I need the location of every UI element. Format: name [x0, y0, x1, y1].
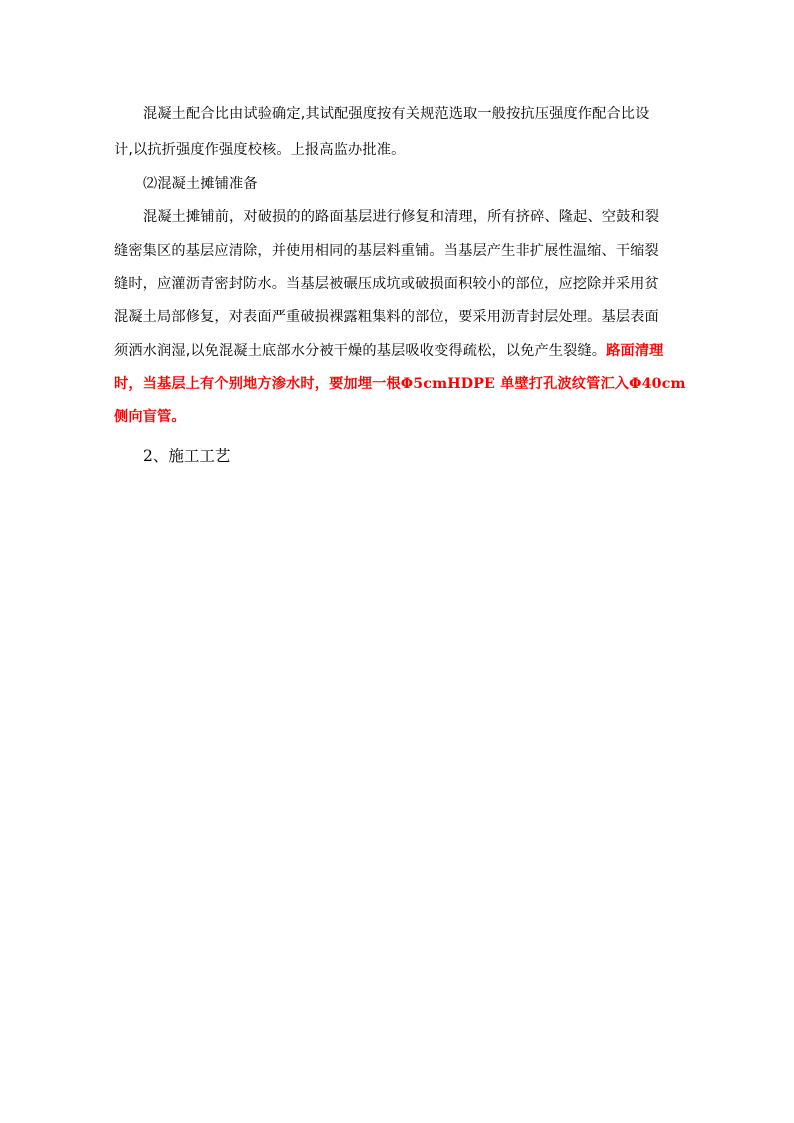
paragraph-paving-line-3: 缝时，应灌沥青密封防水。当基层被碾压成坑或破损面积较小的部位，应挖除并采用贫 — [114, 276, 659, 292]
highlight-text-drainage-pipe: 时，当基层上有个别地方渗水时，要加埋一根Φ5cmHDPE 单壁打孔波纹管汇入Φ40cm — [114, 376, 686, 392]
paragraph-paving-line-5 — [114, 341, 724, 361]
paragraph-paving-line-1: 混凝土摊铺前，对破损的的路面基层进行修复和清理，所有挤碎、隆起、空鼓和裂 — [143, 209, 660, 225]
paragraph-paving-line-4: 混凝土局部修复，对表面严重破损裸露粗集料的部位，要采用沥青封层处理。基层表面 — [114, 309, 659, 325]
section-heading-construction-process: 2、施工工艺 — [143, 447, 231, 465]
paragraph-mix-ratio-line-2: 计,以抗折强度作强度校核。上报高监办批准。 — [114, 142, 406, 158]
paragraph-mix-ratio-line-1: 混凝土配合比由试验确定,其试配强度按有关规范选取一般按抗压强度作配合比设 — [143, 106, 650, 122]
subheading-paving-preparation: ⑵混凝土摊铺准备 — [143, 176, 258, 192]
highlight-text-side-drain: 侧向盲管。 — [114, 409, 186, 425]
paragraph-paving-line-2: 缝密集区的基层应清除，并使用相同的基层料重铺。当基层产生非扩展性温缩、干缩裂 — [114, 243, 659, 259]
highlight-text-road-cleaning: 路面清理 — [606, 343, 664, 359]
paragraph-paving-line-5-text: 须洒水润湿,以免混凝土底部水分被干燥的基层吸收变得疏松，以免产生裂缝。 — [114, 343, 607, 359]
